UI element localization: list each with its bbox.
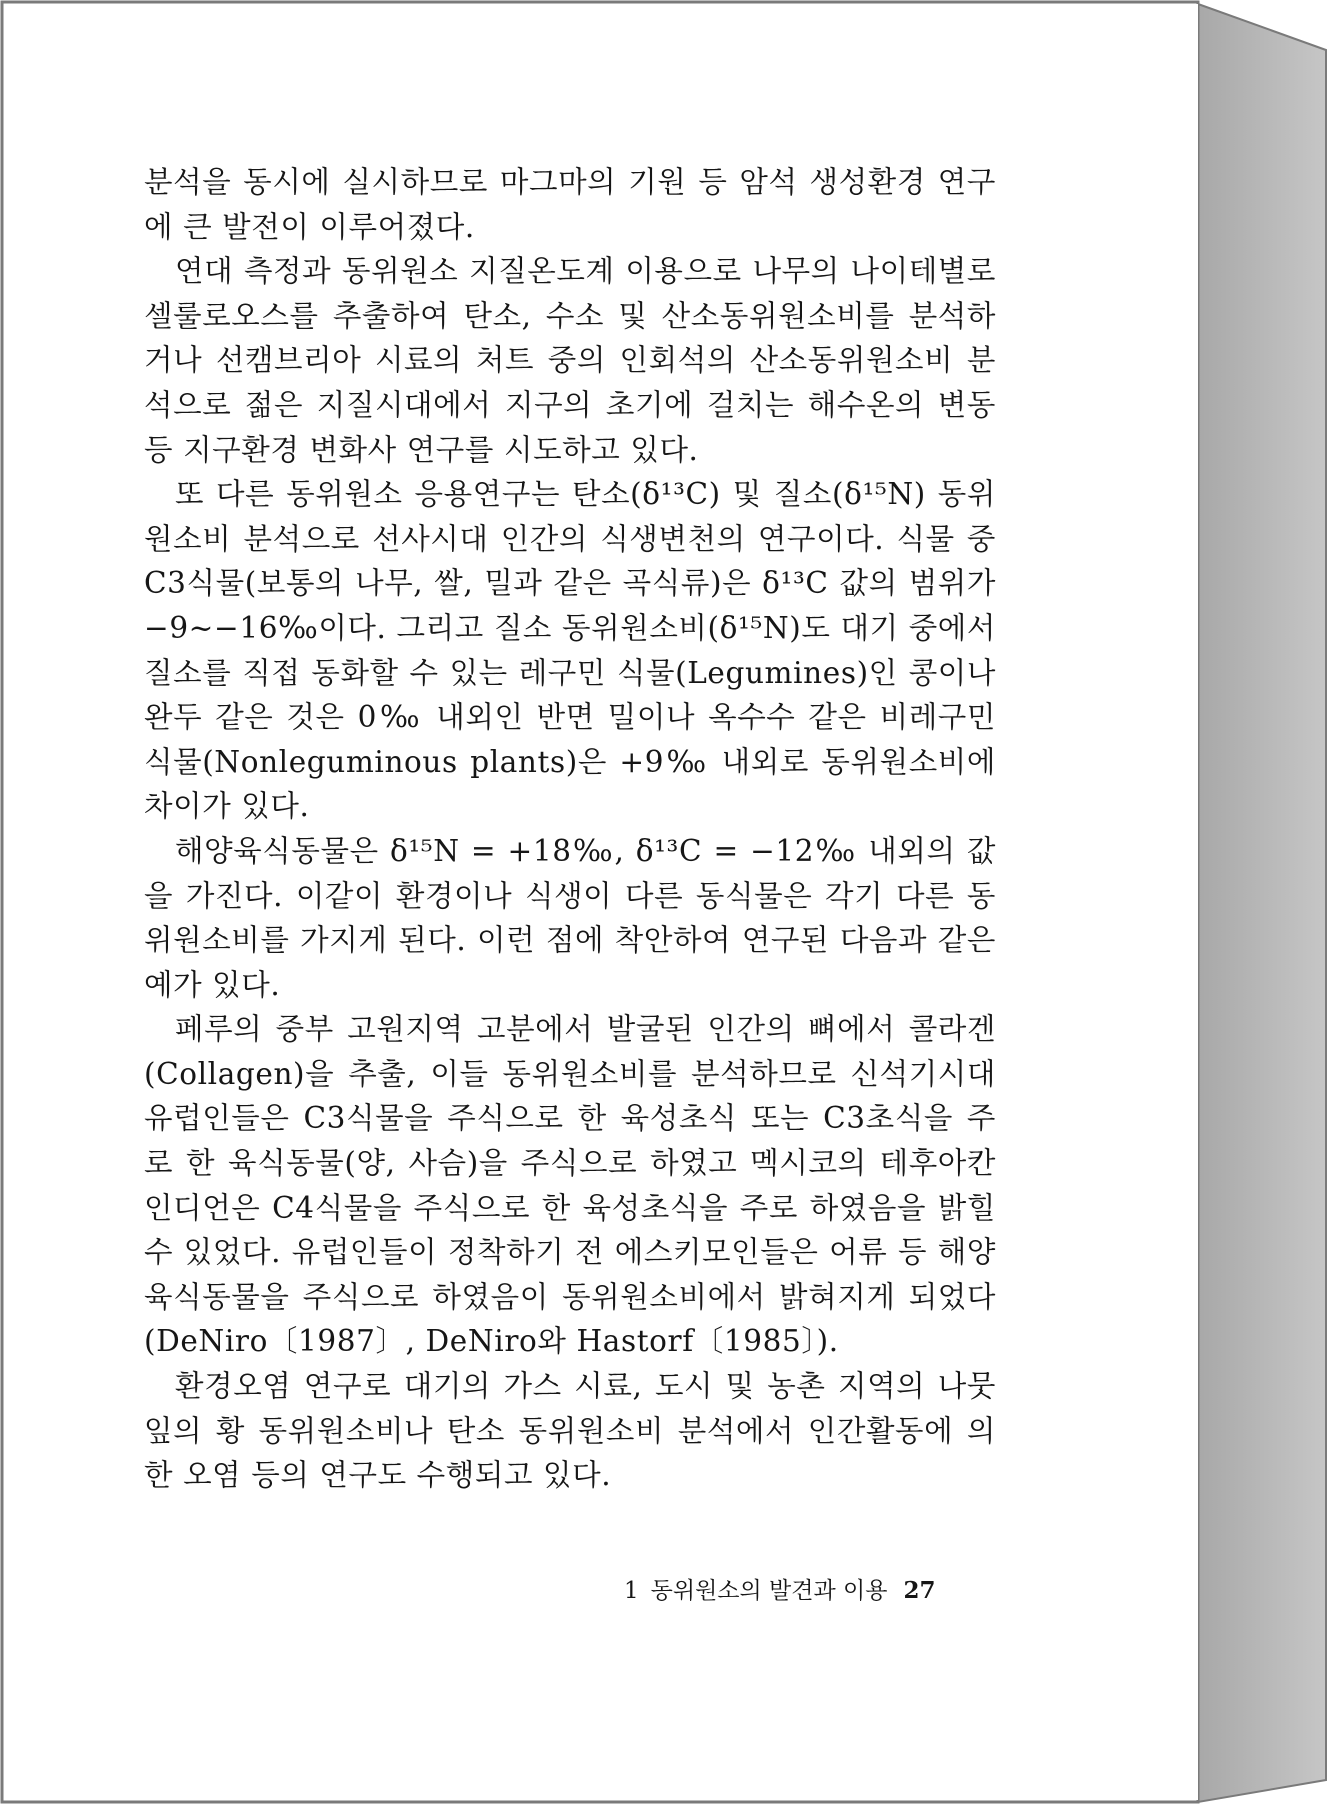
paragraph: 페루의 중부 고원지역 고분에서 발굴된 인간의 뼈에서 콜라겐(Collagen)을 추출, 이들 동위원소비를 분석하므로 신석기시대 유럽인들은 C3식물을 주식으로 한 육성초식 또는 C3초식을 주로 한 육식동물(양, 사슴)을 주식으로 하였고 멕시코의 테후아칸 인디언은 C4식물을 주식으로 한 육성초식을 주로 하였음을 밝힐 수 있었다. 유럽인들이 정착하기 전 에스키모인들은 어류 등 해양 육식동물을 주식으로 하였음이 동위원소비에서 밝혀지게 되었다(DeNiro〔1987〕, DeNiro와 Hastorf〔1985〕). [144, 1012, 996, 1359]
paragraph: 해양육식동물은 δ¹⁵N = +18‰, δ¹³C = −12‰ 내외의 값을 가진다. 이같이 환경이나 식생이 다른 동식물은 각기 다른 동위원소비를 가지게 된다. 이런 점에 착안하여 연구된 다음과 같은 예가 있다. [144, 833, 996, 1002]
paragraph: 분석을 동시에 실시하므로 마그마의 기원 등 암석 생성환경 연구에 큰 발전이 이루어졌다. [144, 165, 996, 244]
paragraph: 환경오염 연구로 대기의 가스 시료, 도시 및 농촌 지역의 나뭇잎의 황 동위원소비나 탄소 동위원소비 분석에서 인간활동에 의한 오염 등의 연구도 수행되고 있다. [144, 1369, 996, 1493]
body-text [144, 160, 996, 1498]
book-page [4, 4, 1198, 1800]
paragraph: 또 다른 동위원소 응용연구는 탄소(δ¹³C) 및 질소(δ¹⁵N) 동위원소비 분석으로 선사시대 인간의 식생변천의 연구이다. 식물 중 C3식물(보통의 나무, 쌀, 밀과 같은 곡식류)은 δ¹³C 값의 범위가 −9∼−16‰이다. 그리고 질소 동위원소비(δ¹⁵N)도 대기 중에서 질소를 직접 동화할 수 있는 레구민 식물(Legumines)인 콩이나 완두 같은 것은 0‰ 내외인 반면 밀이나 옥수수 같은 비레구민 식물(Nonleguminous plants)은 +9‰ 내외로 동위원소비에 차이가 있다. [144, 477, 996, 824]
chapter-title: 동위원소의 발견과 이용 [650, 1578, 888, 1604]
chapter-number: 1 [624, 1578, 639, 1604]
paragraph: 연대 측정과 동위원소 지질온도계 이용으로 나무의 나이테별로 셀룰로오스를 추출하여 탄소, 수소 및 산소동위원소비를 분석하거나 선캠브리아 시료의 처트 중의 인회석의 산소동위원소비 분석으로 젊은 지질시대에서 지구의 초기에 걸치는 해수온의 변동 등 지구환경 변화사 연구를 시도하고 있다. [144, 254, 996, 467]
running-footer [624, 1576, 984, 1606]
page-number: 27 [903, 1577, 936, 1604]
